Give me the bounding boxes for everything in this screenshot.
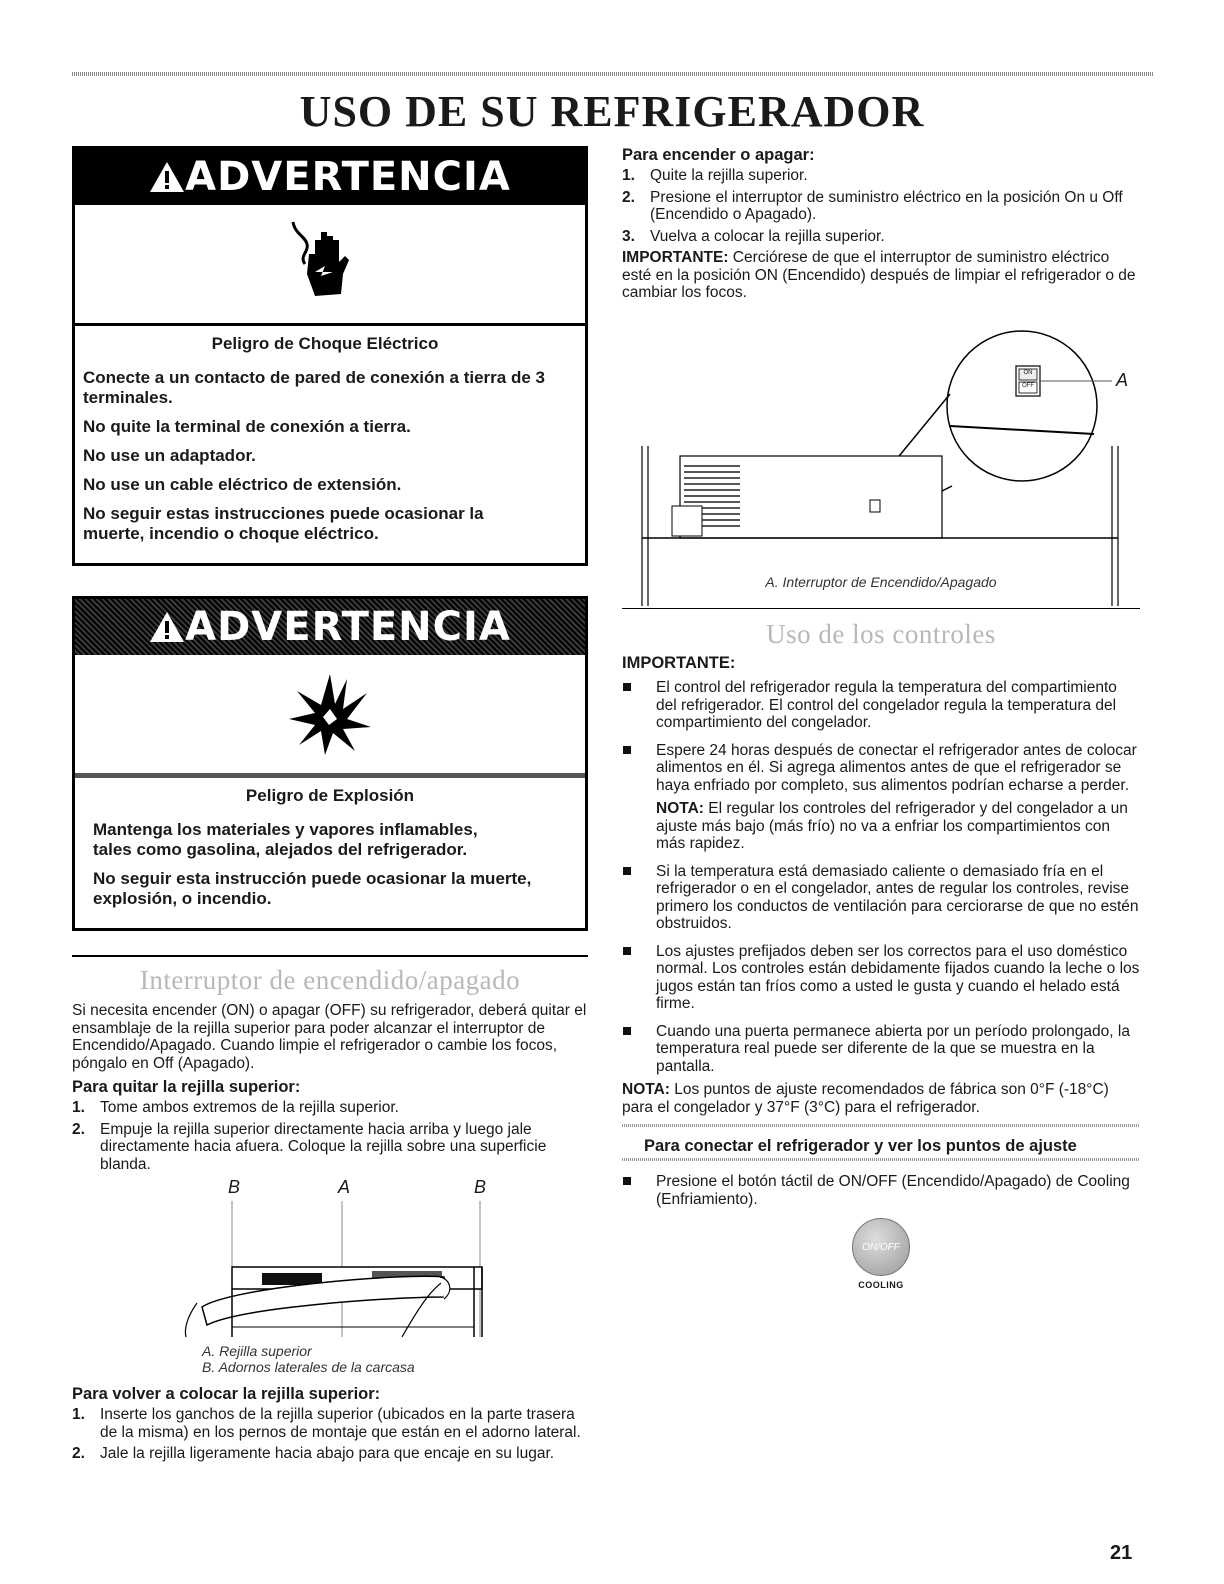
top-rule bbox=[72, 72, 1154, 76]
bullet-item: Si la temperatura está demasiado caliente o demasiado fría en el refrigerador o en el congelador, antes de regular los controles, revise primero los conductos de ventilación para cerciorarse de que no estén obstruidos. bbox=[622, 863, 1140, 933]
electric-shock-hand-icon bbox=[285, 214, 375, 314]
bullet-item: Presione el botón táctil de ON/OFF (Encendido/Apagado) de Cooling (Enfriamiento). bbox=[622, 1173, 1140, 1208]
section-heading-controls: Uso de los controles bbox=[766, 619, 996, 649]
step-item: 2. Jale la rejilla ligeramente hacia abajo para que encaje en su lugar. bbox=[72, 1445, 555, 1462]
power-heading: Para encender o apagar: bbox=[622, 146, 815, 164]
warning-box-electric bbox=[72, 146, 588, 566]
bullet-square-icon bbox=[623, 683, 631, 691]
warning-line: Mantenga los materiales y vapores inflamables, tales como gasolina, alejados del refrigerador. bbox=[93, 820, 478, 859]
step-item: 2. Empuje la rejilla superior directamente hacia arriba y luego jale directamente hacia afuera. Coloque la rejilla sobre una superficie blanda. bbox=[72, 1120, 547, 1173]
controls-important-label: IMPORTANTE: bbox=[622, 654, 736, 672]
page-number: 21 bbox=[1110, 1542, 1133, 1564]
switch-intro: Si necesita encender (ON) o apagar (OFF) su refrigerador, deberá quitar el ensamblaje de la rejilla superior para poder alcanzar el interruptor de Encendido/Apagado. Cuando limpie el refrigerador o cambie los focos, póngalo en Off (Apagado). bbox=[72, 1002, 587, 1072]
alert-triangle-icon bbox=[149, 611, 185, 643]
controls-nota-1 bbox=[622, 800, 1140, 853]
cooling-control bbox=[622, 1218, 1140, 1290]
dotted-rule bbox=[622, 1158, 1140, 1161]
important-label: IMPORTANTE: bbox=[622, 249, 729, 266]
left-column bbox=[72, 146, 588, 1467]
warning-header-text: ADVERTENCIA bbox=[185, 154, 511, 200]
setpoints-heading: Para conectar el refrigerador y ver los puntos de ajuste bbox=[644, 1137, 1077, 1155]
page-title: USO DE SU REFRIGERADOR bbox=[299, 87, 925, 136]
bullet-square-icon bbox=[623, 867, 631, 875]
bullet-square-icon bbox=[623, 746, 631, 754]
step-item: 1. Tome ambos extremos de la rejilla superior. bbox=[72, 1099, 399, 1116]
grille-figure bbox=[72, 1177, 588, 1343]
nota-text: El regular los controles del refrigerador y del congelador a un ajuste más bajo (más frío) no va a enfriar los compartimientos con más rapidez. bbox=[656, 800, 1128, 852]
replace-grille-heading: Para volver a colocar la rejilla superior: bbox=[72, 1385, 381, 1403]
warning-line: No use un cable eléctrico de extensión. bbox=[83, 475, 402, 494]
important-text: Cerciórese de que el interruptor de suministro eléctrico esté en la posición ON (Encendido) después de limpiar el refrigerador o de cambiar los focos. bbox=[622, 249, 1136, 301]
caption-line: A. Rejilla superior bbox=[202, 1343, 312, 1359]
remove-grille-heading: Para quitar la rejilla superior: bbox=[72, 1078, 301, 1096]
warning-line: Conecte a un contacto de pared de conexión a tierra de 3 terminales. bbox=[83, 368, 545, 407]
controls-bullets-2 bbox=[622, 863, 1140, 1076]
warning-pictogram bbox=[75, 205, 585, 326]
nota-label: NOTA: bbox=[622, 1081, 670, 1098]
switch-figure bbox=[622, 306, 1140, 606]
nota-label: NOTA: bbox=[656, 800, 704, 817]
explosion-icon bbox=[285, 669, 375, 759]
switch-caption: A. Interruptor de Encendido/Apagado bbox=[765, 573, 997, 590]
warning-header bbox=[75, 599, 585, 655]
power-important bbox=[622, 249, 1140, 302]
step-item: 2. Presione el interruptor de suministro eléctrico en la posición On u Off (Encendido o Apagado). bbox=[622, 188, 1123, 223]
fig-label-a: A bbox=[338, 1177, 351, 1197]
grille-caption bbox=[72, 1343, 588, 1375]
dotted-rule bbox=[622, 1124, 1140, 1127]
warning-pictogram bbox=[75, 655, 585, 778]
switch-off-text: OFF bbox=[1022, 382, 1034, 389]
on-off-button[interactable] bbox=[852, 1218, 910, 1276]
warning-body bbox=[75, 326, 585, 563]
on-off-button-text: ON/OFF bbox=[862, 1241, 900, 1253]
bullet-item: El control del refrigerador regula la temperatura del compartimiento del refrigerador. El control del congelador regula la temperatura del compartimiento del congelador. bbox=[622, 679, 1140, 732]
switch-on-text: ON bbox=[1023, 369, 1033, 376]
remove-steps bbox=[72, 1099, 588, 1173]
controls-bullets bbox=[622, 679, 1140, 794]
warning-line: No use un adaptador. bbox=[83, 446, 256, 465]
fig-label-a: A bbox=[1116, 369, 1129, 390]
warning-line: No seguir esta instrucción puede ocasionar la muerte, explosión, o incendio. bbox=[93, 869, 532, 908]
grille-illustration bbox=[72, 1177, 588, 1343]
bullet-item: Los ajustes prefijados deben ser los correctos para el uso doméstico normal. Los controles están debidamente fijados cuando la leche o los jugos están tan fríos como a usted le gusta y cuando el helado está firme. bbox=[622, 943, 1140, 1013]
bullet-square-icon bbox=[623, 947, 631, 955]
warning-subject: Peligro de Explosión bbox=[245, 786, 415, 805]
bullet-item: Cuando una puerta permanece abierta por un período prolongado, la temperatura real puede ser diferente de la que se muestra en la pantalla. bbox=[622, 1023, 1140, 1076]
warning-box-explosion bbox=[72, 596, 588, 931]
switch-illustration bbox=[622, 306, 1140, 606]
bullet-square-icon bbox=[623, 1177, 631, 1185]
warning-header bbox=[75, 149, 585, 205]
alert-triangle-icon bbox=[149, 161, 185, 193]
section-rule bbox=[622, 608, 1140, 610]
fig-label-b-left: B bbox=[228, 1177, 241, 1197]
section-heading-switch: Interruptor de encendido/apagado bbox=[139, 965, 521, 995]
warning-header-text: ADVERTENCIA bbox=[185, 604, 511, 650]
step-item: 3. Vuelva a colocar la rejilla superior. bbox=[622, 227, 885, 245]
caption-line: B. Adornos laterales de la carcasa bbox=[202, 1359, 415, 1375]
warning-line: No seguir estas instrucciones puede ocasionar la muerte, incendio o choque eléctrico. bbox=[83, 504, 484, 543]
cooling-label: COOLING bbox=[858, 1280, 904, 1290]
section-rule bbox=[72, 955, 588, 957]
bullet-item: Espere 24 horas después de conectar el refrigerador antes de colocar alimentos en él. Si agrega alimentos antes de que el refrigerador se haya enfriado por completo, sus alimentos podrían echarse a perder. bbox=[622, 742, 1140, 795]
nota-text: Los puntos de ajuste recomendados de fábrica son 0°F (-18°C) para el congelador y 37°F (3°C) para el refrigerador. bbox=[622, 1081, 1109, 1116]
replace-steps bbox=[72, 1406, 588, 1463]
bullet-square-icon bbox=[623, 1027, 631, 1035]
controls-nota-2 bbox=[622, 1081, 1140, 1116]
warning-body bbox=[75, 778, 585, 928]
warning-line: No quite la terminal de conexión a tierra. bbox=[83, 417, 411, 436]
step-item: 1. Quite la rejilla superior. bbox=[622, 167, 808, 184]
setpoints-bullets bbox=[622, 1173, 1140, 1208]
warning-subject: Peligro de Choque Eléctrico bbox=[211, 334, 439, 353]
fig-label-b-right: B bbox=[474, 1177, 487, 1197]
step-item: 1. Inserte los ganchos de la rejilla superior (ubicados en la parte trasera de la misma) en los pernos de montaje que están en el adorno lateral. bbox=[72, 1406, 581, 1441]
power-steps bbox=[622, 167, 1140, 245]
right-column bbox=[622, 146, 1140, 1290]
